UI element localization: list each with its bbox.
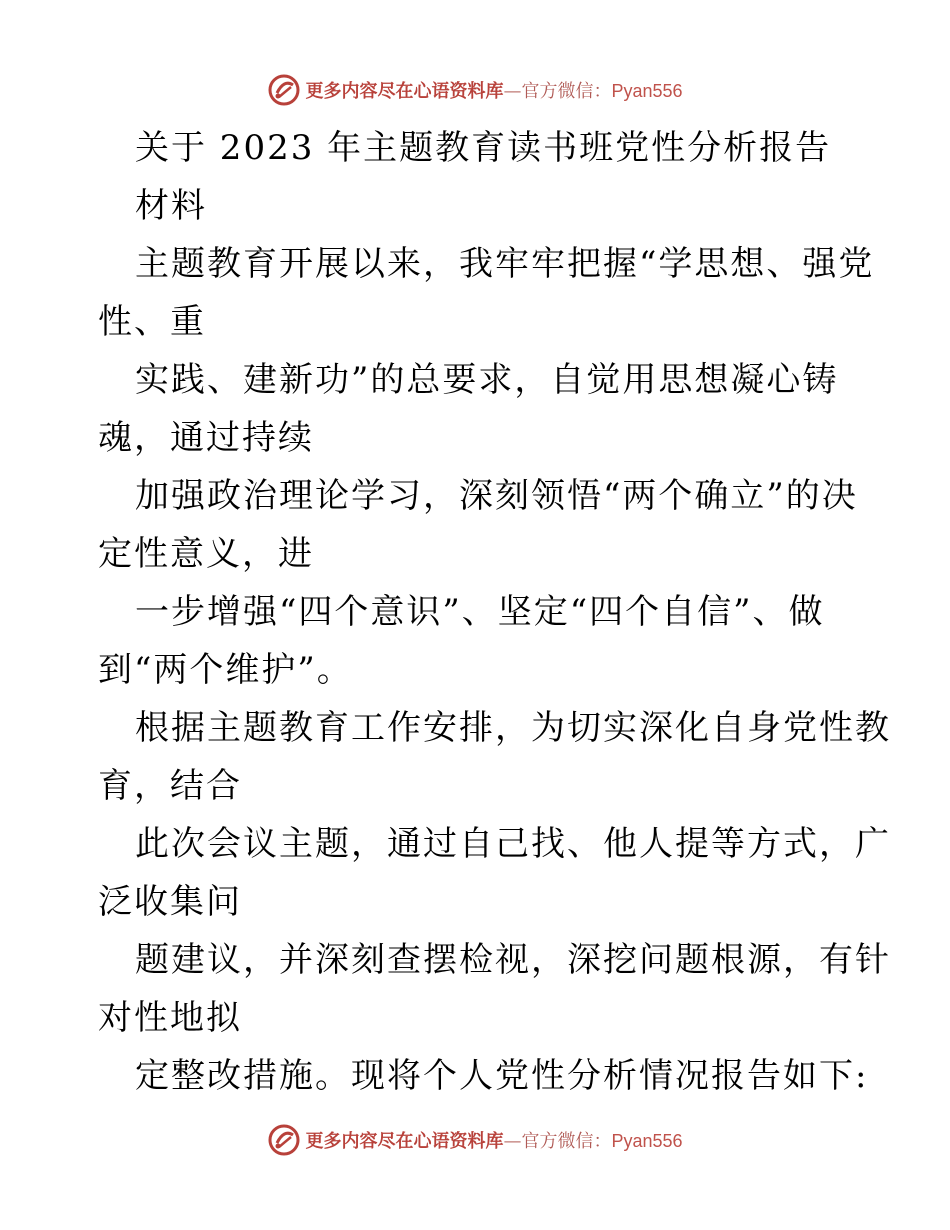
paragraph-line: 魂，通过持续 — [98, 418, 314, 458]
watermark-header — [0, 70, 950, 110]
paragraph-line: 根据主题教育工作安排，为切实深化自身党性教 — [135, 708, 891, 748]
watermark-dash: — — [503, 81, 522, 102]
watermark-brand: 更多内容尽在心语资料库 — [305, 1131, 504, 1152]
watermark-text — [305, 1127, 682, 1153]
paragraph-line: 育，结合 — [98, 766, 242, 806]
paragraph-line: 定性意义，进 — [98, 534, 314, 574]
paragraph-line: 此次会议主题，通过自己找、他人提等方式，广 — [135, 824, 891, 864]
watermark-label: 官方微信： — [521, 81, 612, 102]
watermark-text — [305, 77, 682, 103]
paragraph-line: 加强政治理论学习，深刻领悟“两个确立”的决 — [135, 476, 858, 516]
brand-logo-icon — [267, 1123, 301, 1157]
paragraph-line: 一步增强“四个意识”、坚定“四个自信”、做 — [135, 592, 825, 632]
document-title-line-1: 关于 2023 年主题教育读书班党性分析报告 — [135, 128, 832, 168]
paragraph-line: 性、重 — [98, 302, 206, 342]
paragraph-line: 主题教育开展以来，我牢牢把握“学思想、强党 — [135, 244, 875, 284]
watermark-footer — [0, 1120, 950, 1160]
document-title-line-2: 材料 — [135, 186, 207, 226]
watermark-account: Pyan556 — [611, 81, 683, 101]
watermark-label: 官方微信： — [521, 1131, 612, 1152]
brand-logo-icon — [267, 73, 301, 107]
paragraph-line: 到“两个维护”。 — [98, 650, 353, 690]
paragraph-line: 对性地拟 — [98, 998, 242, 1038]
paragraph-line: 题建议，并深刻查摆检视，深挖问题根源，有针 — [135, 940, 891, 980]
paragraph-line: 定整改措施。现将个人党性分析情况报告如下: — [135, 1056, 869, 1096]
paragraph-line: 泛收集问 — [98, 882, 242, 922]
paragraph-line: 实践、建新功”的总要求，自觉用思想凝心铸 — [135, 360, 839, 400]
watermark-brand: 更多内容尽在心语资料库 — [305, 81, 504, 102]
watermark-account: Pyan556 — [611, 1131, 683, 1151]
watermark-dash: — — [503, 1131, 522, 1152]
